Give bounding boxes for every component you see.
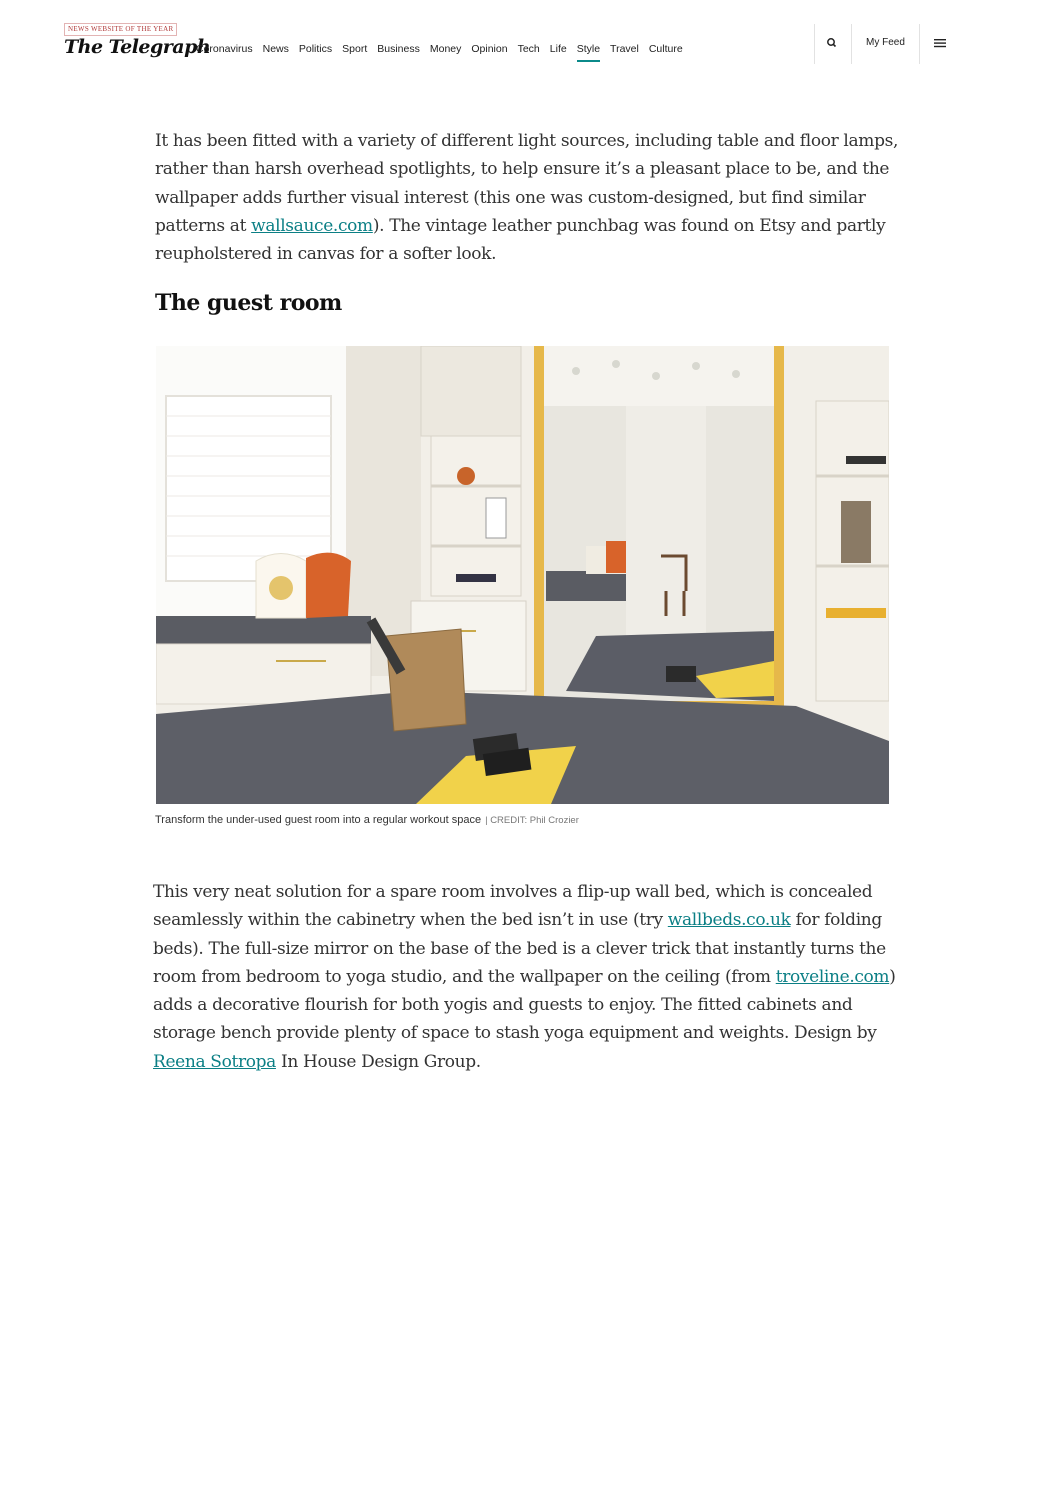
image-caption: Transform the under-used guest room into a regular workout space | CREDIT: Phil Crozier — [155, 814, 579, 826]
nav-item-sport[interactable]: Sport — [342, 43, 368, 55]
nav-item-tech[interactable]: Tech — [517, 43, 540, 55]
nav-item-politics[interactable]: Politics — [298, 43, 333, 55]
my-feed-button[interactable]: My Feed — [866, 37, 905, 48]
nav-item-business[interactable]: Business — [377, 43, 420, 55]
image-credit: | CREDIT: Phil Crozier — [485, 815, 579, 826]
hamburger-menu-icon — [932, 36, 948, 50]
article-image — [156, 346, 889, 804]
header-divider — [851, 24, 852, 64]
link-reena-sotropa[interactable]: Reena Sotropa — [153, 1051, 276, 1072]
nav-item-coronavirus[interactable]: Coronavirus — [196, 43, 253, 55]
nav-item-travel[interactable]: Travel — [610, 43, 639, 55]
nav-item-culture[interactable]: Culture — [648, 43, 683, 55]
site-header — [0, 0, 1060, 90]
header-divider — [814, 24, 815, 64]
main-nav — [196, 43, 683, 55]
section-heading: The guest room — [155, 290, 342, 316]
nav-item-news[interactable]: News — [262, 43, 289, 55]
award-badge: NEWS WEBSITE OF THE YEAR — [64, 23, 177, 36]
header-divider — [919, 24, 920, 64]
nav-item-money[interactable]: Money — [429, 43, 462, 55]
nav-item-style[interactable]: Style — [576, 43, 601, 55]
article-paragraph: It has been fitted with a variety of different light sources, including table and floor lamps, rather than harsh overhead spotlights, to help ensure it’s a pleasant place to be, and the wallpaper adds further visual interest (this one was custom-designed, but find similar patterns at wallsauce.com). The vintage leather punchbag was found on Etsy and partly reupholstered in canvas for a softer look. — [155, 131, 899, 265]
article-paragraph: This very neat solution for a spare room involves a flip-up wall bed, which is concealed seamlessly within the cabinetry when the bed isn’t in use (try wallbeds.co.uk for folding beds). The full-size mirror on the base of the bed is a clever trick that instantly turns the room from bedroom to yoga studio, and the wallpaper on the ceiling (from troveline.com) adds a decorative flourish for both yogis and guests to enjoy. The fitted cabinets and storage bench provide plenty of space to stash yoga equipment and weights. Design by Reena Sotropa In House Design Group. — [153, 882, 896, 1072]
site-logo[interactable]: The Telegraph — [64, 36, 211, 58]
link-wallbeds[interactable]: wallbeds.co.uk — [667, 910, 791, 931]
guest-room-photo — [156, 346, 889, 804]
search-button[interactable] — [822, 33, 842, 53]
search-icon — [822, 33, 842, 53]
nav-item-life[interactable]: Life — [549, 43, 567, 55]
menu-button[interactable] — [932, 36, 948, 50]
nav-item-opinion[interactable]: Opinion — [471, 43, 508, 55]
link-wallsauce[interactable]: wallsauce.com — [251, 215, 373, 236]
link-troveline[interactable]: troveline.com — [775, 966, 890, 987]
